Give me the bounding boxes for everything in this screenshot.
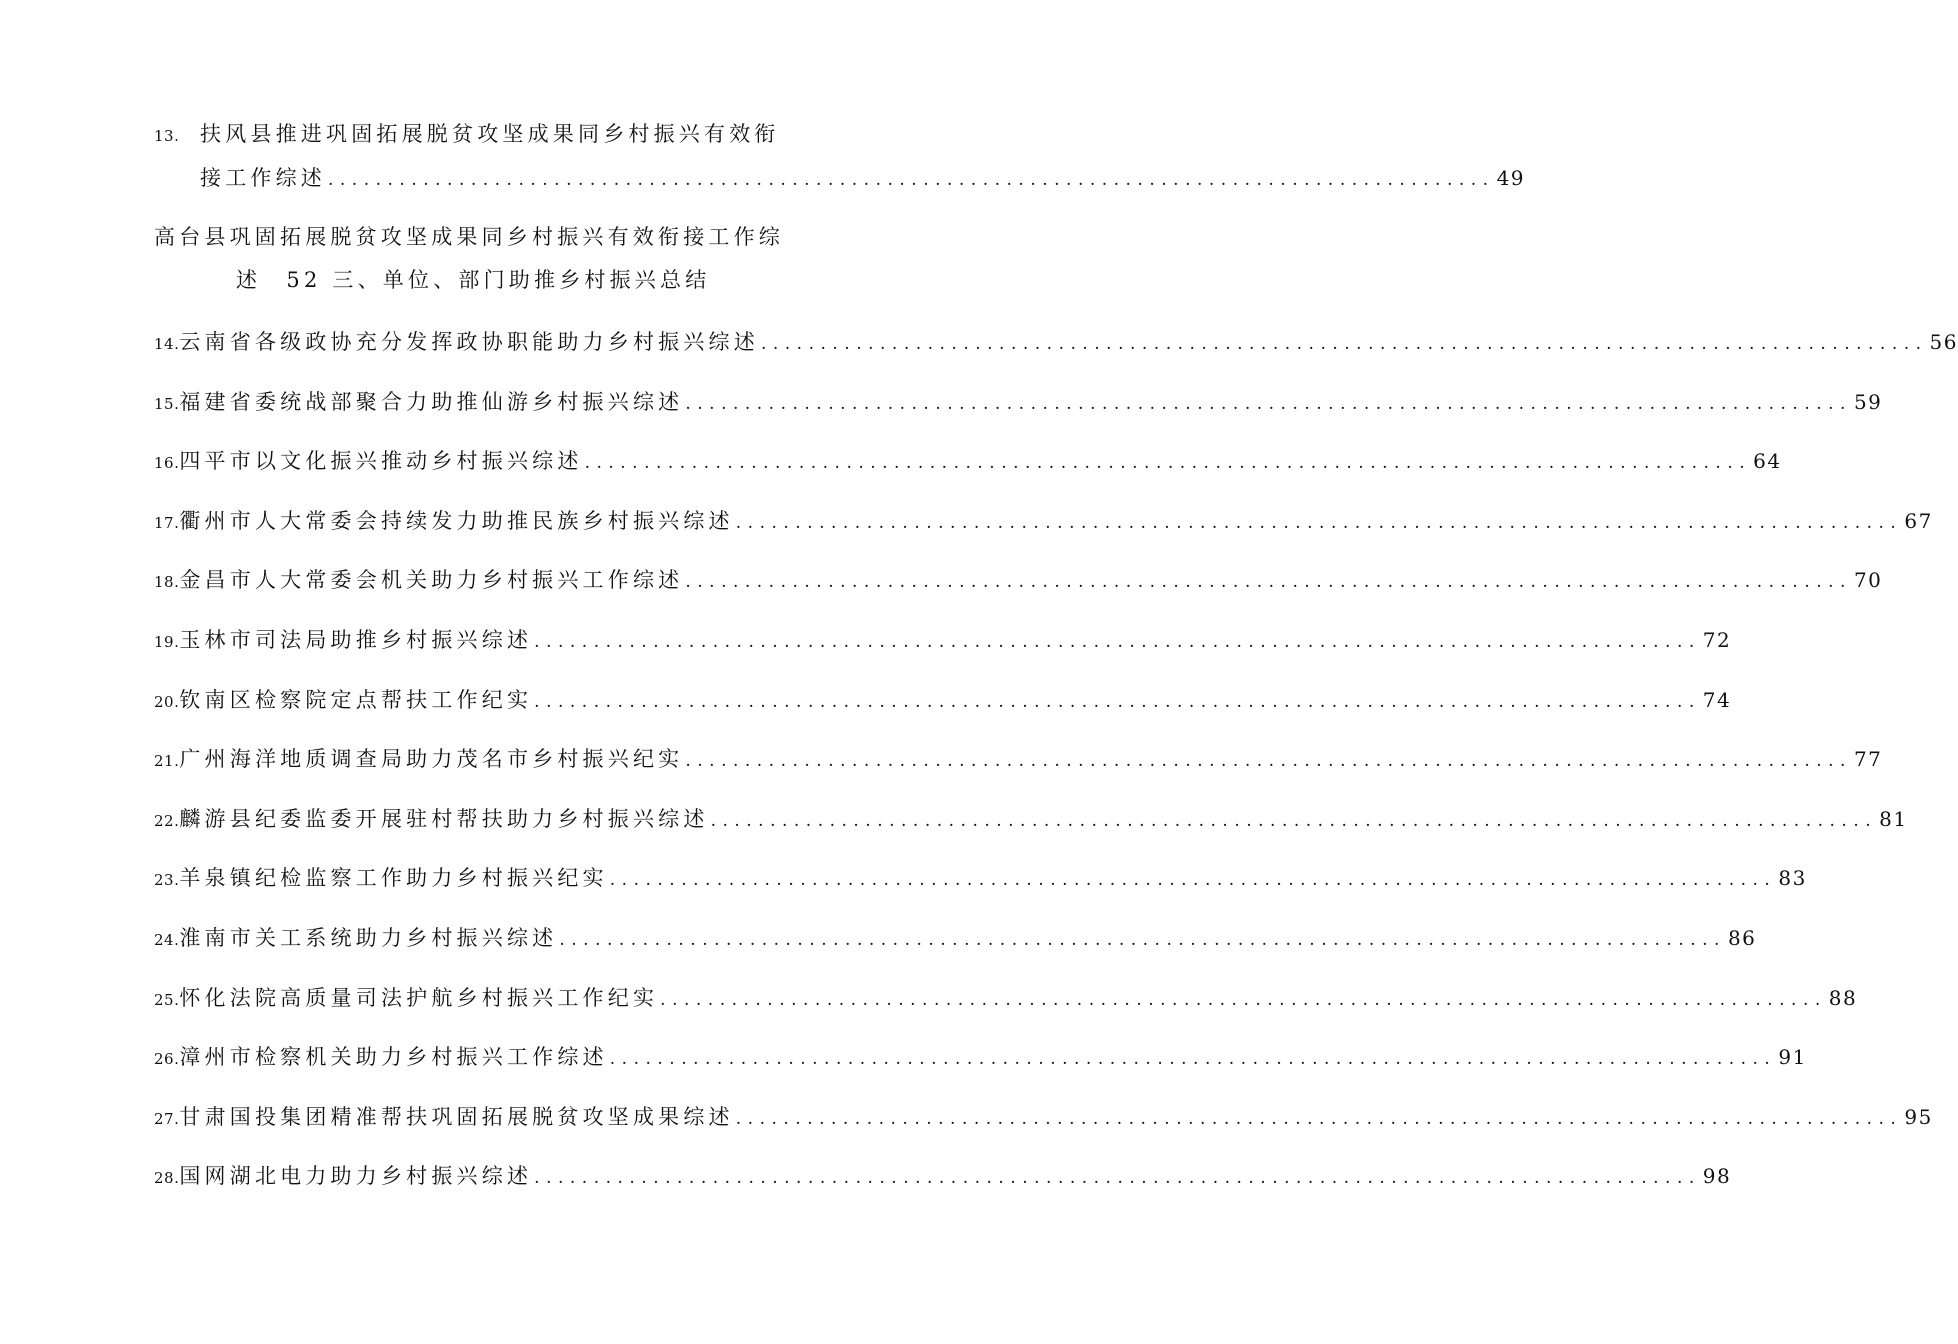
toc-page-number: 49 — [1496, 166, 1526, 190]
toc-entry[interactable] — [154, 982, 1858, 1012]
toc-page-number: 98 — [1702, 1164, 1732, 1188]
toc-entry-number: 22. — [154, 812, 180, 830]
toc-entry-title-continued: 接工作综述 — [200, 166, 326, 190]
toc-entry-title: 甘肃国投集团精准帮扶巩固拓展脱贫攻坚成果综述 — [179, 1105, 734, 1129]
toc-entry-title: 麟游县纪委监委开展驻村帮扶助力乡村振兴综述 — [179, 807, 709, 831]
toc-entry-number: 26. — [154, 1050, 180, 1068]
toc-entry-title: 四平市以文化振兴推动乡村振兴综述 — [179, 449, 583, 473]
toc-dot-leader: .................................................................................................. — [735, 1109, 1903, 1129]
toc-dot-leader: .................................................................................................. — [609, 1049, 1777, 1069]
toc-page-number: 91 — [1778, 1045, 1807, 1069]
toc-entry-number: 18. — [154, 573, 180, 591]
toc-entry-title: 羊泉镇纪检监察工作助力乡村振兴纪实 — [179, 866, 608, 890]
toc-entry-title: 漳州市检察机关助力乡村振兴工作综述 — [179, 1045, 608, 1069]
toc-entry[interactable] — [154, 326, 1958, 356]
toc-entry-title: 国网湖北电力助力乡村振兴综述 — [179, 1164, 533, 1188]
toc-dot-leader: .................................................................................................. — [534, 1168, 1701, 1188]
toc-entry[interactable] — [154, 624, 1732, 654]
toc-entry[interactable] — [154, 1101, 1933, 1131]
toc-broken-entry-line1: 高台县巩固拓展脱贫攻坚成果同乡村振兴有效衔接工作综 — [154, 225, 784, 249]
toc-entry-title: 扶风县推进巩固拓展脱贫攻坚成果同乡村振兴有效衔 — [200, 122, 780, 146]
toc-entry-13-continued[interactable] — [200, 162, 1526, 192]
toc-page-number: 86 — [1727, 926, 1757, 950]
toc-entry-number: 28. — [154, 1169, 180, 1187]
toc-entry-number: 27. — [154, 1110, 180, 1128]
toc-page-number: 74 — [1702, 688, 1732, 712]
toc-dot-leader: .................................................................................................. — [660, 990, 1827, 1010]
toc-page-number: 64 — [1753, 449, 1782, 473]
toc-entry-number: 14. — [154, 335, 180, 353]
toc-dot-leader: .................................................................................................. — [584, 453, 1752, 473]
toc-entry-number: 25. — [154, 991, 180, 1009]
toc-page-number: 72 — [1702, 628, 1732, 652]
toc-entry[interactable] — [154, 1160, 1732, 1190]
toc-entry[interactable] — [154, 862, 1807, 892]
toc-page-number: 56 — [1929, 330, 1958, 354]
toc-entry-title: 淮南市关工系统助力乡村振兴综述 — [179, 926, 558, 950]
toc-dot-leader: .................................................................................................. — [685, 394, 1852, 414]
toc-page-number: 83 — [1778, 866, 1807, 890]
toc-dot-leader: .................................................................................................. — [328, 170, 1495, 190]
toc-entry-number: 17. — [154, 514, 180, 532]
toc-page-number: 59 — [1853, 390, 1883, 414]
toc-entry[interactable] — [154, 445, 1782, 475]
toc-page-number: 88 — [1828, 986, 1858, 1010]
toc-entry-number: 24. — [154, 931, 180, 949]
toc-dot-leader: .................................................................................................. — [735, 513, 1903, 533]
toc-entry-title: 钦南区检察院定点帮扶工作纪实 — [179, 688, 533, 712]
toc-dot-leader: .................................................................................................. — [534, 692, 1701, 712]
toc-dot-leader: .................................................................................................. — [710, 811, 1878, 831]
toc-entry-title: 广州海洋地质调查局助力茂名市乡村振兴纪实 — [179, 747, 684, 771]
toc-page-number: 95 — [1904, 1105, 1933, 1129]
toc-dot-leader: .................................................................................................. — [534, 632, 1701, 652]
toc-entry-number: 20. — [154, 693, 180, 711]
toc-entry-title: 玉林市司法局助推乡村振兴综述 — [179, 628, 533, 652]
toc-entry-number: 19. — [154, 633, 180, 651]
toc-entry[interactable] — [154, 564, 1883, 594]
toc-entry-number: 21. — [154, 752, 180, 770]
toc-entry-title: 福建省委统战部聚合力助推仙游乡村振兴综述 — [179, 390, 684, 414]
toc-dot-leader: .................................................................................................. — [609, 870, 1777, 890]
toc-entry[interactable] — [154, 803, 1908, 833]
toc-entry-number: 23. — [154, 871, 180, 889]
toc-entry-13[interactable] — [154, 118, 934, 148]
toc-dot-leader: .................................................................................................. — [685, 572, 1852, 592]
toc-entry-title: 衢州市人大常委会持续发力助推民族乡村振兴综述 — [179, 509, 734, 533]
toc-broken-entry-line2: 述 52 三、单位、部门助推乡村振兴总结 — [236, 268, 711, 292]
toc-entry[interactable] — [154, 505, 1933, 535]
toc-entry[interactable] — [154, 1041, 1807, 1071]
toc-page-number: 67 — [1904, 509, 1933, 533]
toc-entry[interactable] — [154, 743, 1883, 773]
toc-dot-leader: .................................................................................................. — [559, 930, 1726, 950]
toc-entry[interactable] — [154, 684, 1732, 714]
toc-entry-title: 金昌市人大常委会机关助力乡村振兴工作综述 — [179, 568, 684, 592]
toc-page-number: 81 — [1879, 807, 1908, 831]
toc-dot-leader: .................................................................................................. — [760, 334, 1928, 354]
toc-page-number: 70 — [1853, 568, 1883, 592]
toc-entry[interactable] — [154, 922, 1757, 952]
toc-page-number: 77 — [1853, 747, 1883, 771]
toc-entry-number: 13. — [154, 127, 180, 145]
toc-entry-title: 怀化法院高质量司法护航乡村振兴工作纪实 — [179, 986, 659, 1010]
toc-dot-leader: .................................................................................................. — [685, 751, 1852, 771]
toc-entry-title: 云南省各级政协充分发挥政协职能助力乡村振兴综述 — [179, 330, 759, 354]
toc-entry[interactable] — [154, 386, 1883, 416]
toc-entry-number: 16. — [154, 454, 180, 472]
toc-entry-number: 15. — [154, 395, 180, 413]
